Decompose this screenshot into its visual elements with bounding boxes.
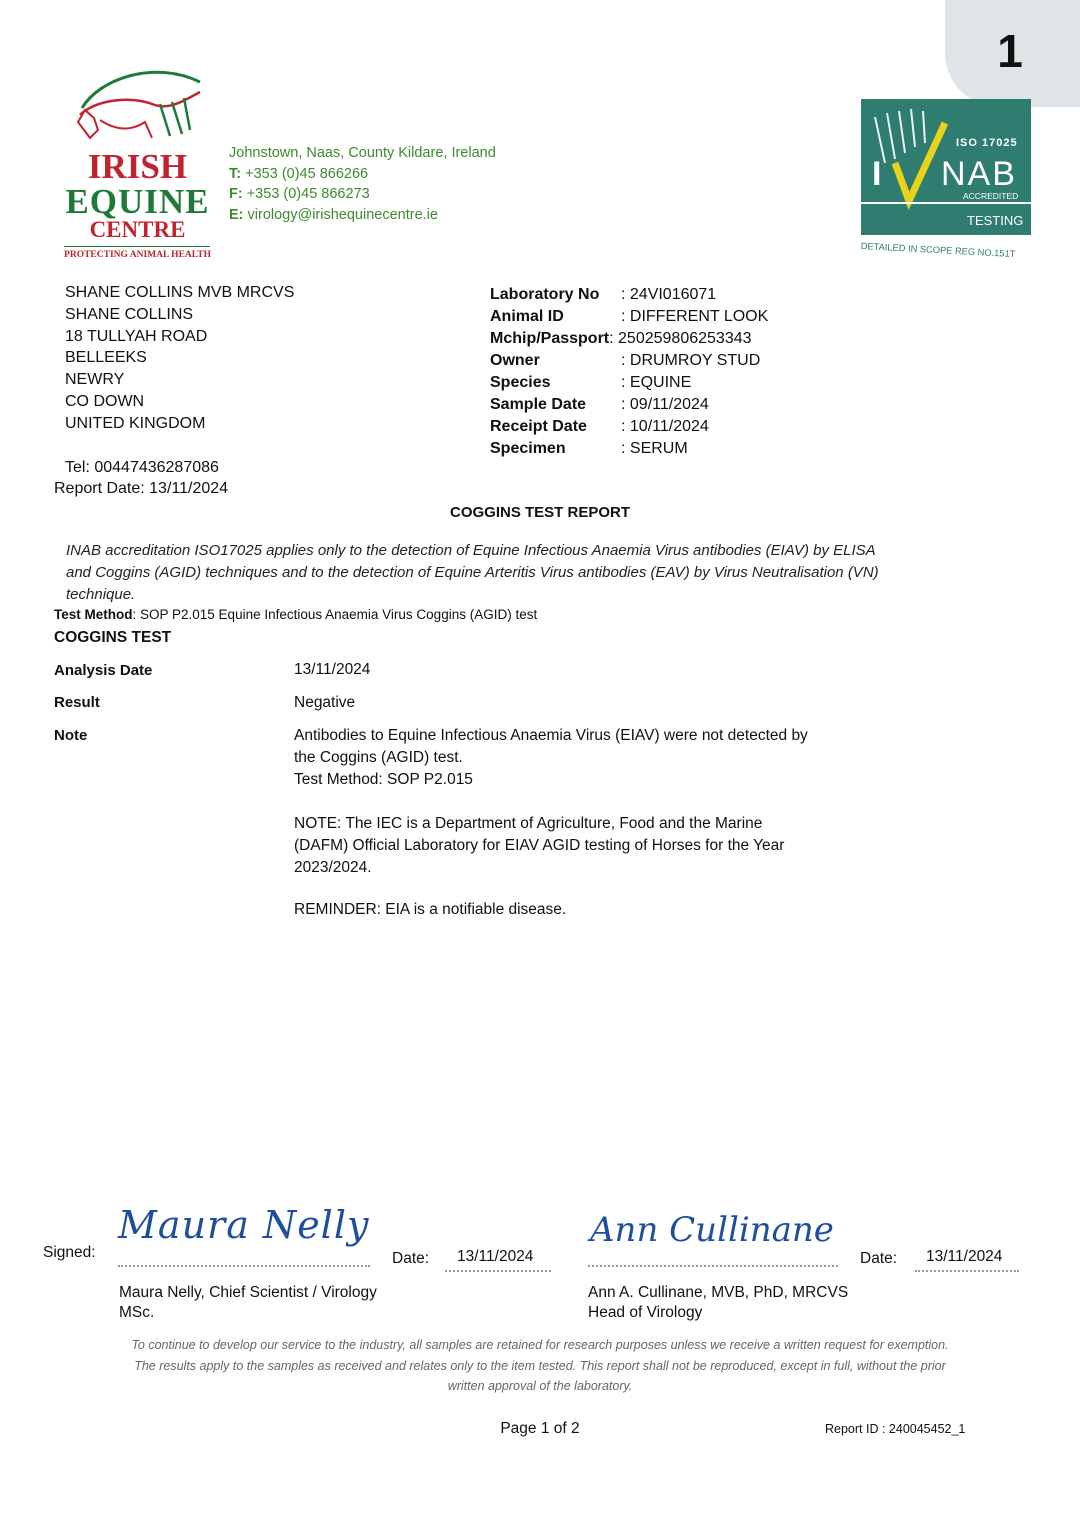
report-id: Report ID : 240045452_1 xyxy=(825,1422,966,1436)
signer-right-name: Ann A. Cullinane, MVB, PhD, MRCVS xyxy=(588,1284,849,1301)
test-method xyxy=(54,607,537,622)
note-line: Antibodies to Equine Infectious Anaemia Virus (EIAV) were not detected by xyxy=(294,727,808,744)
info-label: Specimen xyxy=(490,440,566,457)
info-receipt-date xyxy=(490,416,810,438)
info-value: : 250259806253343 xyxy=(609,330,752,347)
footer-note xyxy=(40,1335,1040,1397)
recipient-line: BELLEEKS xyxy=(65,349,147,367)
info-laboratory-no xyxy=(490,284,810,306)
info-value: : 09/11/2024 xyxy=(621,396,709,413)
contact-phone xyxy=(229,164,529,185)
date-value-left: 13/11/2024 xyxy=(457,1248,534,1265)
dafm-note xyxy=(294,813,894,879)
analysis-date-value: 13/11/2024 xyxy=(294,661,371,678)
note-text xyxy=(294,725,894,791)
recipient-line: SHANE COLLINS MVB MRCVS xyxy=(65,284,295,301)
signature-line-left xyxy=(118,1265,370,1267)
note-label: Note xyxy=(54,727,88,744)
note-line: Test Method: SOP P2.015 xyxy=(294,771,473,788)
iec-logo xyxy=(60,60,215,265)
logo-line-centre: CENTRE xyxy=(89,217,186,242)
result-label: Result xyxy=(54,694,100,711)
info-sample-date xyxy=(490,394,810,416)
inab-white-bar xyxy=(861,202,1031,204)
signer-left-title: MSc. xyxy=(119,1304,155,1321)
info-label: Laboratory No xyxy=(490,286,600,303)
reminder-text: REMINDER: EIA is a notifiable disease. xyxy=(294,901,567,918)
report-date: Report Date: 13/11/2024 xyxy=(54,480,229,497)
inab-iso: ISO 17025 xyxy=(956,137,1018,149)
info-owner xyxy=(490,350,810,372)
info-label: Species xyxy=(490,374,551,391)
contact-email xyxy=(229,205,529,226)
recipient-line: SHANE COLLINS xyxy=(65,305,194,323)
phone-label: T: xyxy=(229,165,242,182)
date-line-left xyxy=(445,1270,551,1272)
inab-scope: DETAILED IN SCOPE REG NO.151T xyxy=(860,241,1016,260)
fax-label: F: xyxy=(229,186,243,202)
analysis-date-label: Analysis Date xyxy=(54,662,153,679)
inab-nab: NAB xyxy=(941,155,1017,193)
info-species xyxy=(490,372,810,394)
note-line: the Coggins (AGID) test. xyxy=(294,749,463,766)
logo-line-equine: EQUINE xyxy=(65,182,210,221)
signed-label: Signed: xyxy=(43,1244,96,1261)
inab-accredited: ACCREDITED xyxy=(963,191,1019,201)
dafm-line: 2023/2024. xyxy=(294,859,372,876)
info-label: Owner xyxy=(490,352,540,369)
date-value-right: 13/11/2024 xyxy=(926,1248,1003,1265)
contact-block xyxy=(229,143,529,225)
info-value: : DRUMROY STUD xyxy=(621,352,761,369)
email-label: E: xyxy=(229,206,244,223)
date-line-right xyxy=(915,1270,1019,1272)
dafm-line: (DAFM) Official Laboratory for EIAV AGID testing of Horses for the Year xyxy=(294,837,785,854)
recipient-line: 18 TULLYAH ROAD xyxy=(65,327,208,345)
phone-value: +353 (0)45 866266 xyxy=(245,165,369,182)
date-label-right: Date: xyxy=(860,1250,898,1267)
inab-accreditation-note xyxy=(66,540,986,606)
page-badge: 1 xyxy=(997,25,1023,77)
info-label: Animal ID xyxy=(490,308,564,325)
logo-line-irish: IRISH xyxy=(87,147,188,186)
result-value: Negative xyxy=(294,694,356,711)
inab-note-line: technique. xyxy=(66,586,136,603)
recipient-address xyxy=(65,282,395,435)
logo-tagline: PROTECTING ANIMAL HEALTH xyxy=(64,250,211,260)
footer-line: To continue to develop our service to the industry, all samples are retained for research purposes unless we receive a written request for exemption. xyxy=(131,1338,949,1352)
info-value: : 24VI016071 xyxy=(621,286,717,303)
page-number: Page 1 of 2 xyxy=(500,1420,580,1437)
signature-right: Ann Cullinane xyxy=(590,1210,834,1250)
info-label: Mchip/Passport xyxy=(490,330,610,347)
inab-note-line: and Coggins (AGID) techniques and to the detection of Equine Arteritis Virus antibodies (EAV) by Virus Neutralisation (VN) xyxy=(66,564,879,581)
info-value: : SERUM xyxy=(621,440,688,457)
footer-line: written approval of the laboratory. xyxy=(447,1379,633,1393)
section-title: COGGINS TEST xyxy=(54,629,172,646)
recipient-line: CO DOWN xyxy=(65,392,145,410)
info-specimen xyxy=(490,438,810,460)
logo-divider xyxy=(64,246,210,247)
signature-line-right xyxy=(588,1265,838,1267)
footer-line: The results apply to the samples as received and relates only to the item tested. This report shall not be reproduced, except in full, without the prior xyxy=(134,1358,946,1373)
info-mchip-passport xyxy=(490,328,810,350)
info-label: Receipt Date xyxy=(490,418,587,435)
recipient-line: NEWRY xyxy=(65,371,125,389)
recipient-line: UNITED KINGDOM xyxy=(65,414,206,432)
inab-i: I xyxy=(872,155,882,193)
info-value: : 10/11/2024 xyxy=(621,418,709,435)
test-method-label: Test Method xyxy=(54,607,133,622)
contact-address: Johnstown, Naas, County Kildare, Ireland xyxy=(229,145,496,161)
fax-value: +353 (0)45 866273 xyxy=(246,186,370,202)
horse-logo-icon xyxy=(60,60,215,150)
info-animal-id xyxy=(490,306,810,328)
recipient-tel: Tel: 00447436287086 xyxy=(65,459,219,476)
info-value: : EQUINE xyxy=(621,374,692,391)
email-value: virology@irishequinecentre.ie xyxy=(247,206,438,223)
signer-right xyxy=(588,1283,848,1323)
report-title: COGGINS TEST REPORT xyxy=(449,504,630,521)
signer-right-title: Head of Virology xyxy=(588,1304,703,1321)
inab-note-line: INAB accreditation ISO17025 applies only to the detection of Equine Infectious Anaemia Virus antibodies (EIAV) by ELISA xyxy=(66,542,876,559)
inab-badge xyxy=(861,99,1033,259)
dafm-line: NOTE: The IEC is a Department of Agriculture, Food and the Marine xyxy=(294,815,763,832)
info-label: Sample Date xyxy=(490,396,587,413)
date-label-left: Date: xyxy=(392,1250,430,1267)
contact-fax xyxy=(229,184,529,205)
inab-check-icon xyxy=(871,103,951,213)
inab-testing: TESTING xyxy=(967,213,1024,228)
signature-left: Maura Nelly xyxy=(118,1203,370,1247)
signer-left xyxy=(119,1283,377,1323)
signer-left-name: Maura Nelly, Chief Scientist / Virology xyxy=(119,1284,377,1301)
info-value: : DIFFERENT LOOK xyxy=(621,308,769,325)
test-method-value: : SOP P2.015 Equine Infectious Anaemia Virus Coggins (AGID) test xyxy=(132,607,538,622)
